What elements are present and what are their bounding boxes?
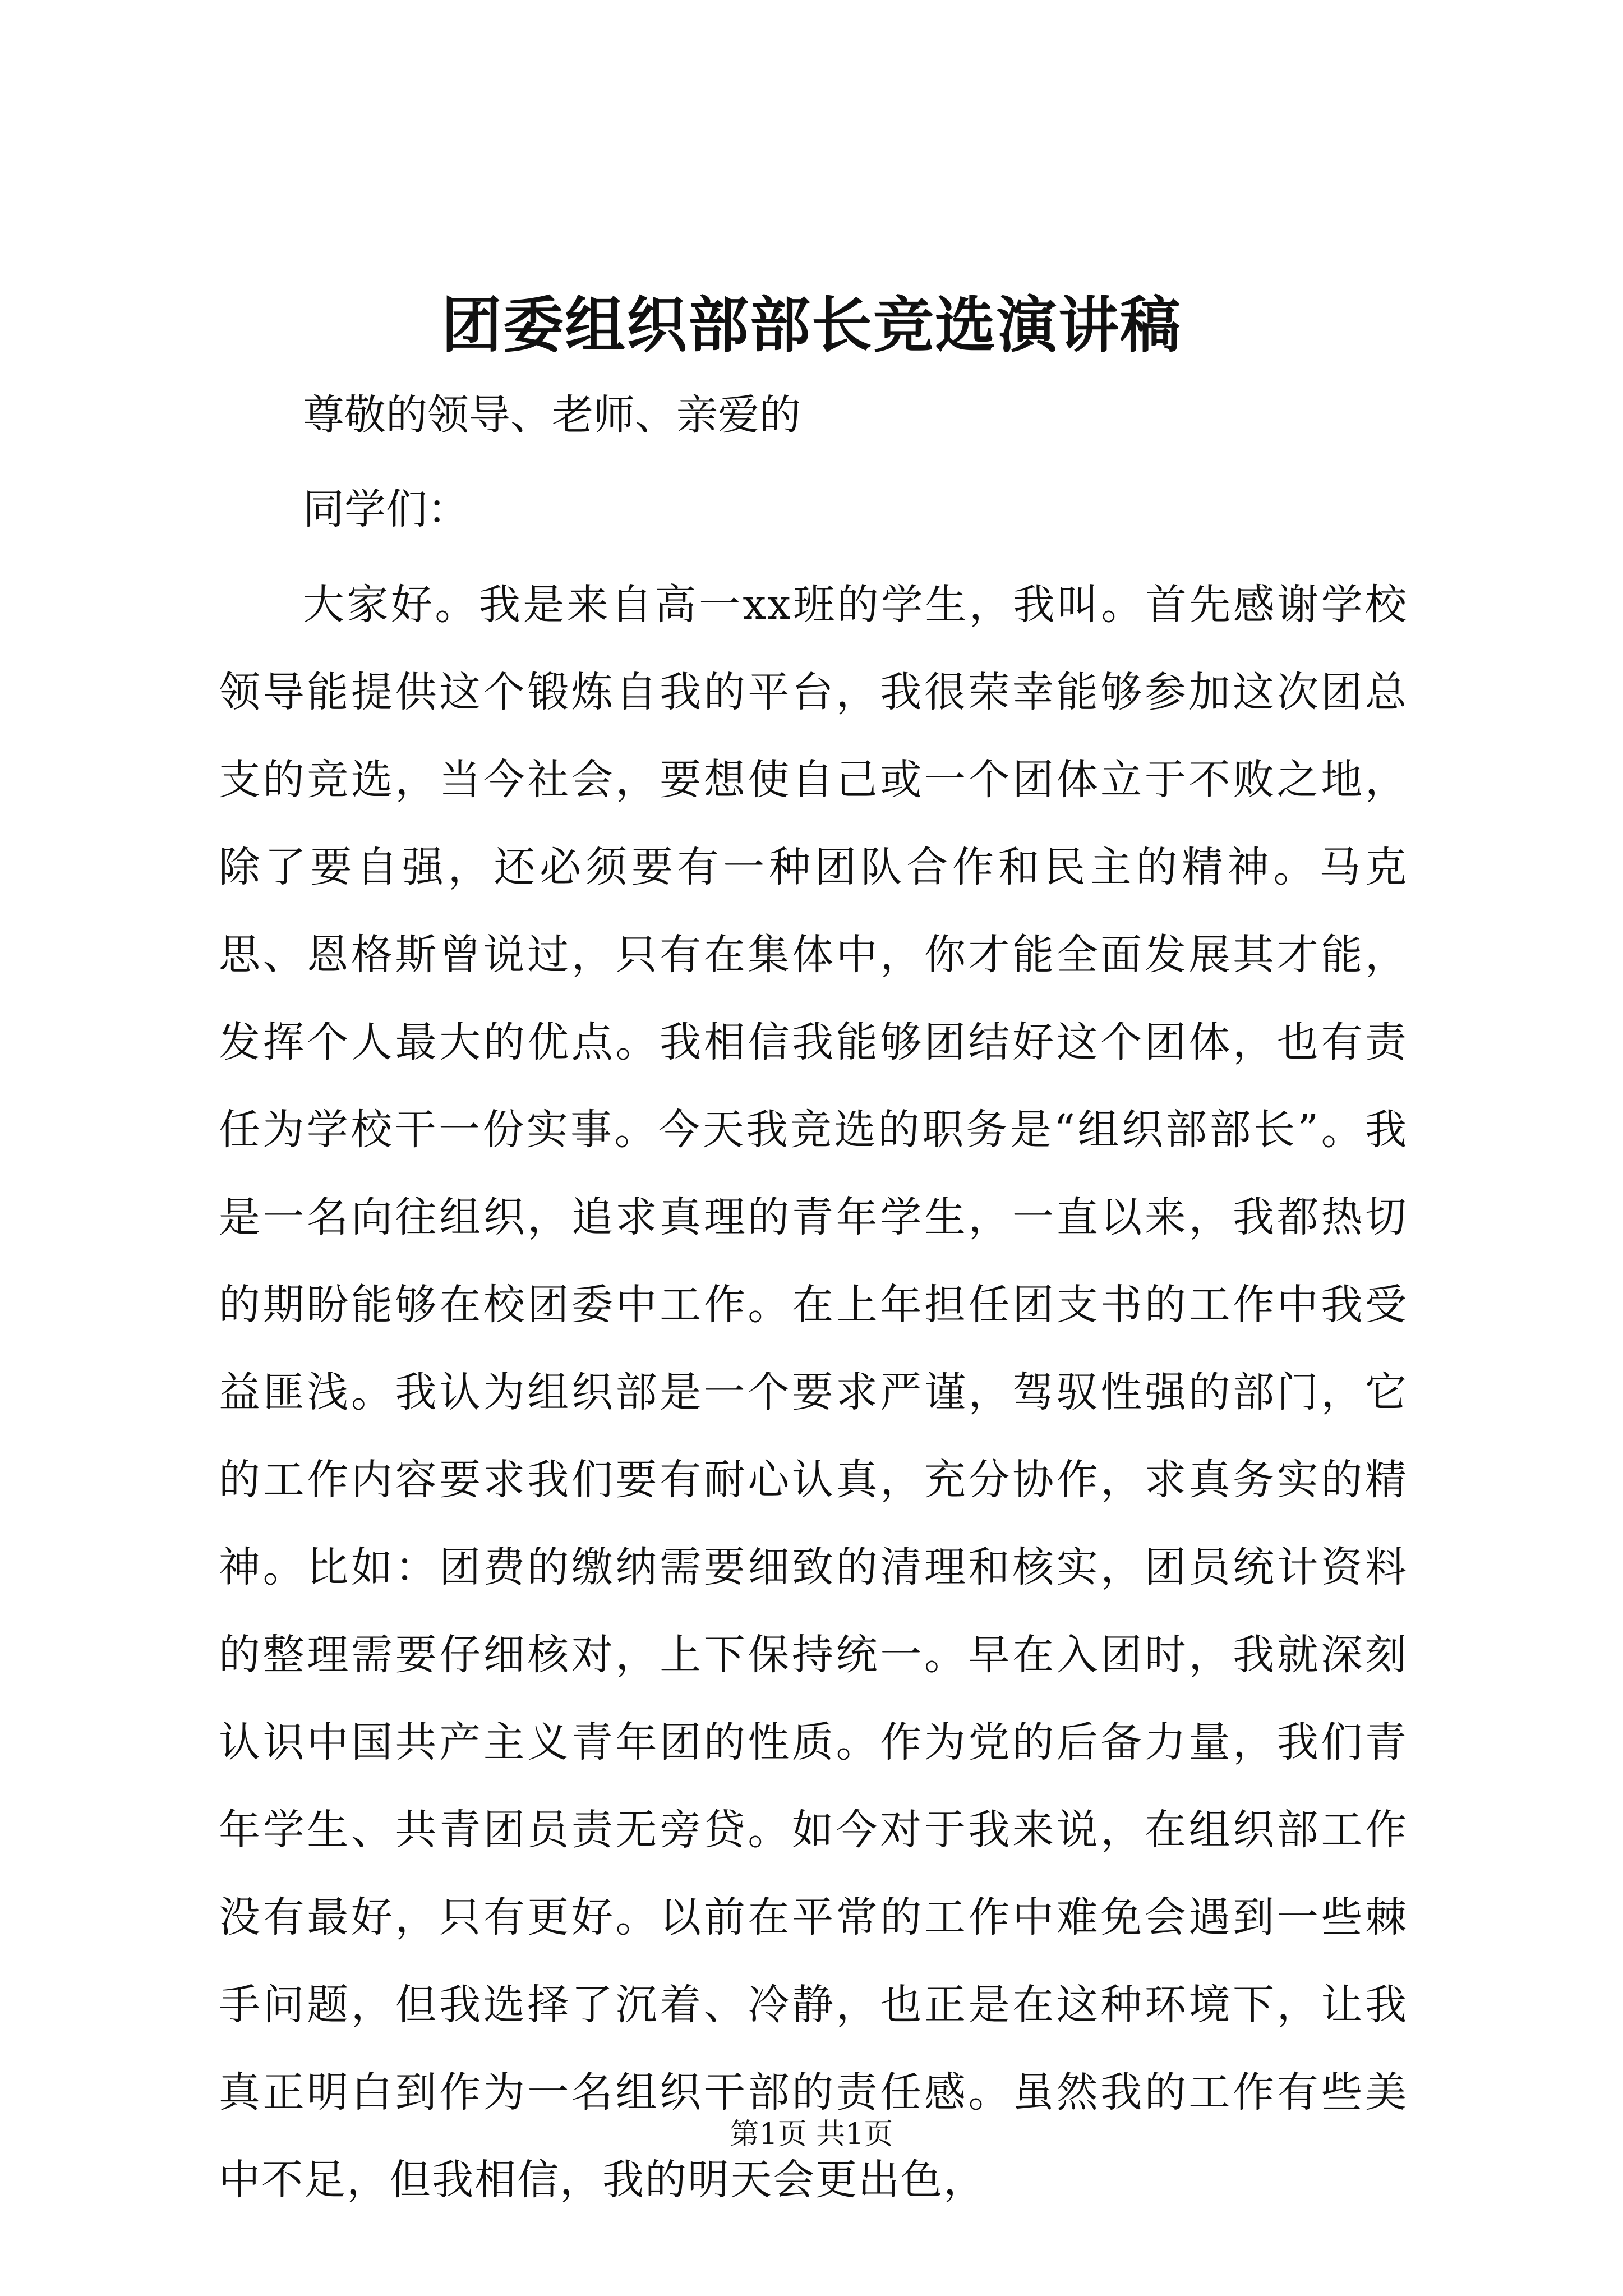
body-paragraph: 大家好。我是来自高一xx班的学生，我叫。首先感谢学校领导能提供这个锻炼自我的平台，我很荣幸能够参加这次团总支的竞选，当今社会，要想使自己或一个团体立于不败之地，除了要自强，还必须要有一种团队合作和民主的精神。马克思、恩格斯曾说过，只有在集体中，你才能全面发展其才能，发挥个人最大的优点。我相信我能够团结好这个团体，也有责任为学校干一份实事。今天我竞选的职务是“组织部部长”。我是一名向往组织，追求真理的青年学生，一直以来，我都热切的期盼能够在校团委中工作。在上年担任团支书的工作中我受益匪浅。我认为组织部是一个要求严谨，驾驭性强的部门，它的工作内容要求我们要有耐心认真，充分协作，求真务实的精神。比如：团费的缴纳需要细致的清理和核实，团员统计资料的整理需要仔细核对，上下保持统一。早在入团时，我就深刻认识中国共产主义青年团的性质。作为党的后备力量，我们青年学生、共青团员责无旁贷。如今对于我来说，在组织部工作没有最好，只有更好。以前在平常的工作中难免会遇到一些棘手问题，但我选择了沉着、冷静，也正是在这种环境下，让我真正明白到作为一名组织干部的责任感。虽然我的工作有些美中不足，但我相信，我的明天会更出色， [219,581,1408,2204]
document-title: 团委组织部部长竞选演讲稿 [441,290,1182,361]
page-indicator: 第1页 共1页 [730,2118,893,2151]
salutation-line-2: 同学们： [303,485,469,533]
salutation-line-1: 尊敬的领导、老师、亲爱的 [303,391,801,439]
